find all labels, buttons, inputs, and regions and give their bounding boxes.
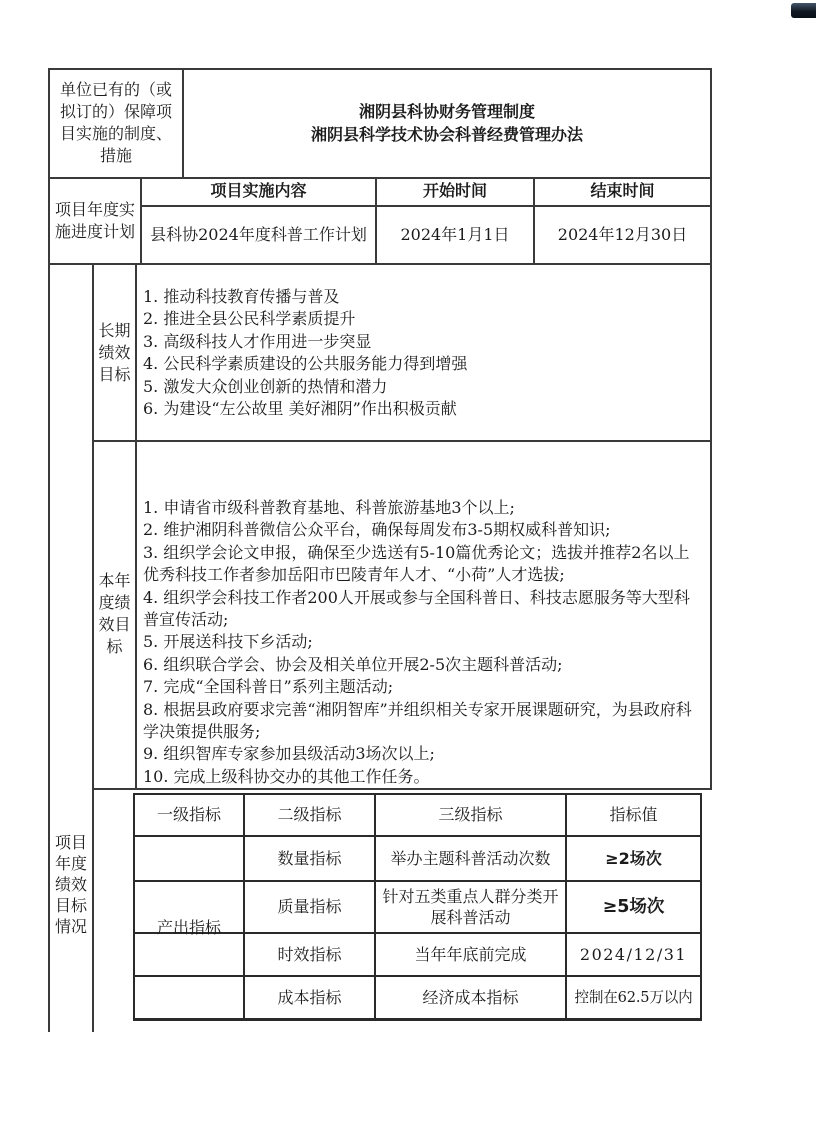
performance-side-label: 项目年度绩效目标情况 (54, 833, 87, 936)
safeguard-label: 单位已有的（或拟订的）保障项目实施的制度、措施 (59, 79, 172, 165)
annual-goal-list (143, 497, 705, 788)
schedule-header-start: 开始时间 (422, 181, 487, 200)
indicator-header-value: 指标值 (609, 805, 658, 824)
annual-goal-item: 4. 组织学会科技工作者200人开展或参与全国科普日、科技志愿服务等大型科普宣传活动; (143, 587, 690, 630)
annual-goal-item: 5. 开展送科技下乡活动; (143, 632, 313, 652)
safeguard-content-cell (184, 70, 710, 175)
indicator-header-level2: 二级指标 (277, 805, 342, 824)
schedule-label-cell (50, 179, 140, 263)
annual-label-cell (94, 442, 135, 786)
schedule-header-content: 项目实施内容 (210, 181, 307, 200)
safeguard-line-1: 湘阴县科协财务管理制度 (358, 101, 535, 121)
annual-goal-item: 7. 完成“全国科普日”系列主题活动; (143, 677, 394, 697)
long-term-goal-list (143, 286, 705, 420)
indicator-tertiary: 经济成本指标 (422, 987, 519, 1007)
indicator-tertiary: 针对五类重点人群分类开展科普活动 (382, 887, 559, 927)
schedule-header-end: 结束时间 (590, 181, 655, 200)
annual-goal-item: 10. 完成上级科协交办的其他工作任务。 (143, 766, 430, 786)
annual-goal-item: 3. 组织学会论文申报，确保至少选送有5-10篇优秀论文；选拔并推荐2名以上优秀科技工作者参加岳阳市巴陵青年人才、“小荷”人才选拔; (143, 542, 690, 585)
indicator-value: 控制在62.5万以内 (574, 988, 693, 1006)
indicator-value: 2024/12/31 (579, 944, 688, 964)
indicator-secondary: 质量指标 (277, 897, 342, 916)
grid-line (92, 788, 712, 790)
indicator-value: ≥2场次 (605, 848, 662, 868)
annual-goal-item: 9. 组织智库专家参加县级活动3场次以上; (143, 744, 435, 764)
schedule-row-end: 2024年12月30日 (557, 225, 688, 244)
indicator-secondary: 成本指标 (277, 987, 342, 1007)
annual-goal-item: 8. 根据县政府要求完善“湘阴智库”并组织相关专家开展课题研究，为县政府科学决策提供服务; (143, 699, 692, 742)
scan-corner-artifact (791, 3, 816, 18)
indicator-secondary: 数量指标 (277, 848, 342, 868)
long-term-label: 长期绩效目标 (98, 320, 131, 384)
annual-goal-item: 1. 申请省市级科普教育基地、科普旅游基地3个以上; (143, 498, 515, 517)
grid-line (48, 263, 712, 265)
long-term-goal-item: 2. 推进全县公民科学素质提升 (143, 309, 356, 329)
annual-goal-item: 2. 维护湘阴科普微信公众平台，确保每周发布3-5期权威科普知识; (143, 520, 611, 540)
indicator-value: ≥5场次 (602, 897, 665, 917)
long-term-goal-item: 5. 激发大众创业创新的热情和潜力 (143, 376, 388, 396)
long-term-goal-item: 3. 高级科技人才作用进一步突显 (143, 331, 372, 351)
safeguard-label-cell (54, 70, 178, 175)
long-term-goal-item: 6. 为建设“左公故里 美好湘阴”作出积极贡献 (143, 399, 457, 419)
indicator-header-level1: 一级指标 (156, 805, 221, 824)
safeguard-line-2: 湘阴县科学技术协会科普经费管理办法 (310, 124, 583, 144)
schedule-row-content: 县科协2024年度科普工作计划 (150, 225, 367, 244)
grid-line (710, 68, 712, 790)
indicator-header-level3: 三级指标 (438, 805, 503, 824)
long-term-goal-item: 1. 推动科技教育传播与普及 (143, 287, 340, 306)
schedule-label: 项目年度实施进度计划 (54, 200, 135, 241)
annual-goal-item: 6. 组织联合学会、协会及相关单位开展2-5次主题科普活动; (143, 654, 563, 674)
grid-line (135, 263, 137, 790)
indicator-primary-cell: 产出指标 (156, 917, 221, 937)
grid-line (92, 440, 712, 442)
indicator-secondary: 时效指标 (277, 944, 342, 964)
annual-label: 本年度绩效目标 (98, 571, 131, 656)
schedule-row-start: 2024年1月1日 (400, 225, 510, 244)
indicator-tertiary: 当年年底前完成 (414, 944, 527, 964)
indicator-tertiary: 举办主题科普活动次数 (390, 848, 551, 868)
long-term-label-cell (94, 265, 135, 440)
long-term-goal-item: 4. 公民科学素质建设的公共服务能力得到增强 (143, 354, 468, 374)
indicator-table-border (133, 1018, 702, 1021)
